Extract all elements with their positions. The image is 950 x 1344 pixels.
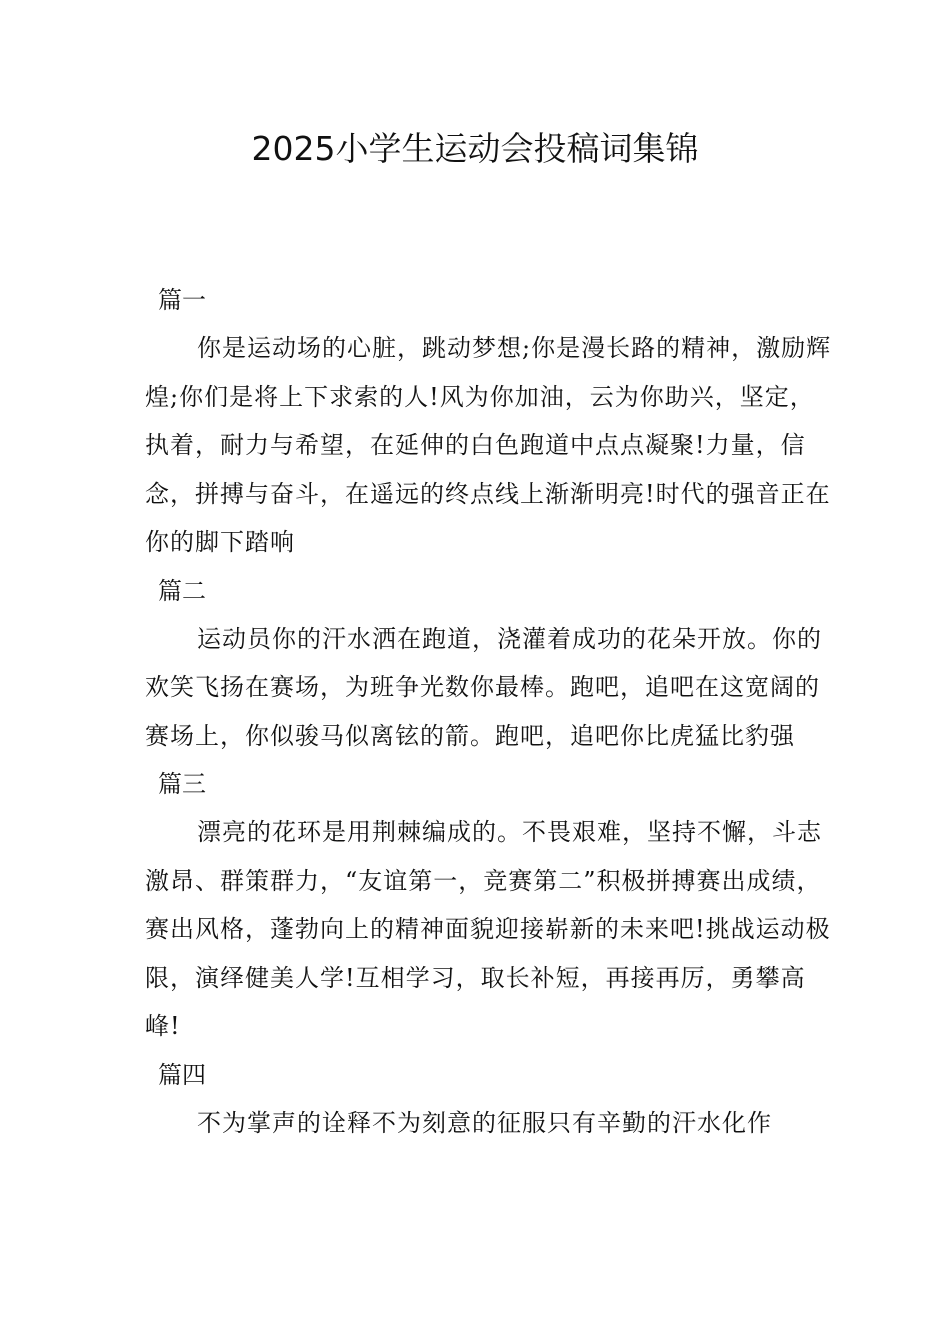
section-heading: 篇一 (158, 286, 206, 314)
section-1 (145, 276, 835, 567)
section-paragraph: 漂亮的花环是用荆棘编成的。不畏艰难，坚持不懈，斗志激昂、群策群力，“友谊第一，竞赛第二”积极拼搏赛出成绩，赛出风格，蓬勃向上的精神面貌迎接崭新的未来吧!挑战运动极限，演绎健美人学!互相学习，取长补短，再接再厉，勇攀高峰! (145, 818, 831, 1040)
section-paragraph: 不为掌声的诠释不为刻意的征服只有辛勤的汗水化作 (197, 1108, 772, 1137)
section-3 (145, 760, 835, 1051)
section-heading: 篇四 (158, 1060, 206, 1089)
section-paragraph: 你是运动场的心脏，跳动梦想;你是漫长路的精神，激励辉煌;你们是将上下求索的人!风为你加油，云为你助兴，坚定，执着，耐力与希望，在延伸的白色跑道中点点凝聚!力量，信念，拼搏与奋斗，在遥远的终点线上渐渐明亮!时代的强音正在你的脚下踏响 (145, 334, 832, 556)
section-4 (145, 1051, 835, 1148)
section-paragraph: 运动员你的汗水洒在跑道，浇灌着成功的花朵开放。你的欢笑飞扬在赛场，为班争光数你最棒。跑吧，追吧在这宽阔的赛场上，你似骏马似离铉的箭。跑吧，追吧你比虎猛比豹强 (145, 624, 822, 750)
document-body (145, 276, 835, 1147)
section-heading: 篇二 (158, 576, 206, 605)
document-title: 2025小学生运动会投稿词集锦 (251, 129, 699, 168)
section-2 (145, 567, 835, 761)
section-heading: 篇三 (158, 770, 206, 798)
